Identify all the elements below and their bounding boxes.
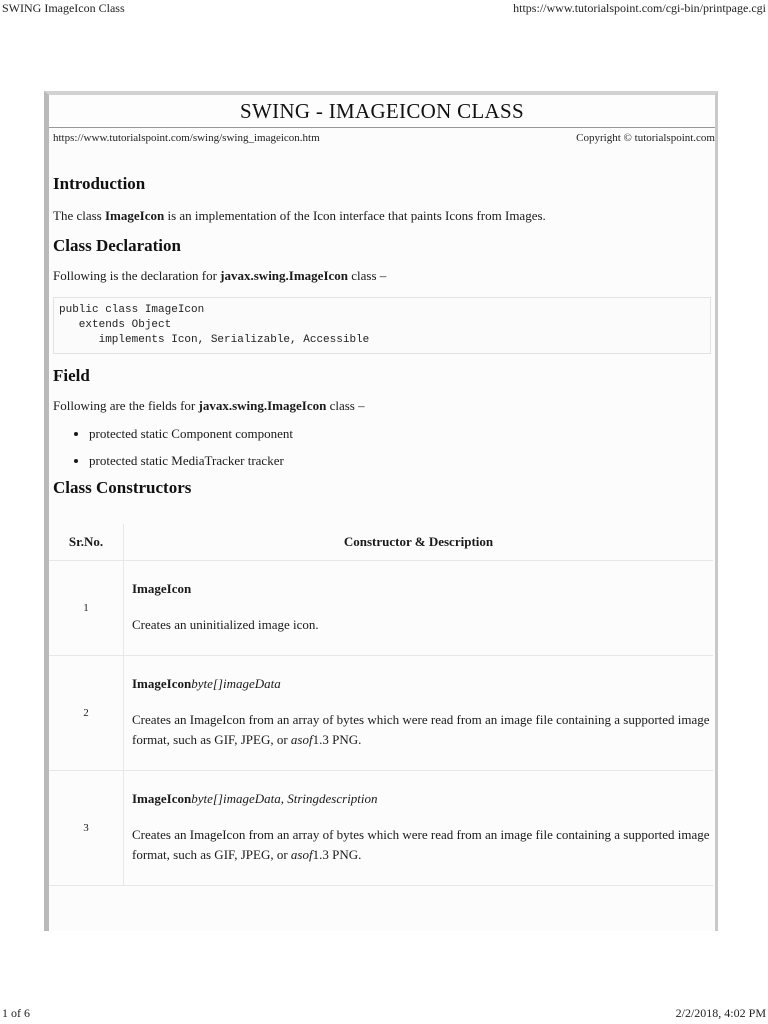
list-item: • protected static MediaTracker tracker <box>89 451 715 471</box>
row-body <box>124 771 714 886</box>
code-line: implements Icon, Serializable, Accessible <box>59 334 370 346</box>
print-footer <box>0 1006 768 1024</box>
field-text-pre: Following are the fields for <box>53 398 199 413</box>
constructors-table <box>49 524 713 886</box>
intro-heading: Introduction <box>53 174 146 193</box>
constructors-heading: Class Constructors <box>53 478 192 497</box>
constructor-args: byte[]imageData, Stringdescription <box>191 791 378 806</box>
table-header-row <box>49 524 713 561</box>
source-url[interactable]: https://www.tutorialspoint.com/swing/swing_imageicon.htm <box>53 132 320 144</box>
list-item: • protected static Component component <box>89 424 715 444</box>
declaration-text-pre: Following is the declaration for <box>53 268 221 283</box>
field-paragraph <box>53 396 715 416</box>
row-number: 2 <box>49 656 124 771</box>
field-text-post: class – <box>326 398 365 413</box>
description-text-end: 1.3 PNG. <box>312 847 362 862</box>
description-text-end: 1.3 PNG. <box>312 732 362 747</box>
page-frame <box>44 91 718 931</box>
description-text: Creates an uninitialized image icon. <box>132 617 319 632</box>
declaration-heading: Class Declaration <box>53 236 181 255</box>
constructor-description <box>132 825 712 865</box>
row-body <box>124 561 714 656</box>
field-heading: Field <box>53 366 90 385</box>
print-header <box>0 0 768 20</box>
constructor-args: byte[]imageData <box>191 676 281 691</box>
code-line: public class ImageIcon <box>59 304 205 316</box>
page-count: 1 of 6 <box>2 1006 30 1020</box>
field-list <box>53 424 715 471</box>
source-row <box>49 128 715 148</box>
declaration-paragraph <box>53 266 715 286</box>
print-header-title: SWING ImageIcon Class <box>2 1 125 15</box>
column-header-description: Constructor & Description <box>124 524 714 561</box>
table-row <box>49 656 713 771</box>
intro-text-post: is an implementation of the Icon interface that paints Icons from Images. <box>164 208 546 223</box>
table-row <box>49 561 713 656</box>
row-body <box>124 656 714 771</box>
description-math: asof <box>290 732 313 747</box>
intro-text-pre: The class <box>53 208 105 223</box>
description-text: Creates an ImageIcon from an array of bytes which were read from an image file containing a supported image format, such as GIF, JPEG, or <box>132 827 710 862</box>
constructor-name: ImageIcon <box>132 791 192 806</box>
table-row <box>49 771 713 886</box>
constructor-description <box>132 710 712 750</box>
row-number: 1 <box>49 561 124 656</box>
description-text: Creates an ImageIcon from an array of bytes which were read from an image file containing a supported image format, such as GIF, JPEG, or <box>132 712 710 747</box>
declaration-text-post: class – <box>348 268 387 283</box>
print-timestamp: 2/2/2018, 4:02 PM <box>675 1006 766 1020</box>
description-math: asof <box>290 847 313 862</box>
article-content <box>49 174 715 886</box>
intro-class-name: ImageIcon <box>104 208 165 223</box>
constructor-description <box>132 615 712 635</box>
code-line: extends Object <box>59 319 172 331</box>
declaration-code-block <box>53 297 711 354</box>
constructor-name: ImageIcon <box>132 581 192 596</box>
constructor-name: ImageIcon <box>132 676 192 691</box>
print-header-url: https://www.tutorialspoint.com/cgi-bin/printpage.cgi <box>513 1 766 15</box>
copyright-notice: Copyright © tutorialspoint.com <box>576 132 715 144</box>
field-class-name: javax.swing.ImageIcon <box>198 398 327 413</box>
page-title: SWING - IMAGEICON CLASS <box>49 95 715 128</box>
column-header-sr: Sr.No. <box>49 524 124 561</box>
row-number: 3 <box>49 771 124 886</box>
declaration-class-name: javax.swing.ImageIcon <box>220 268 349 283</box>
intro-paragraph <box>53 206 715 226</box>
